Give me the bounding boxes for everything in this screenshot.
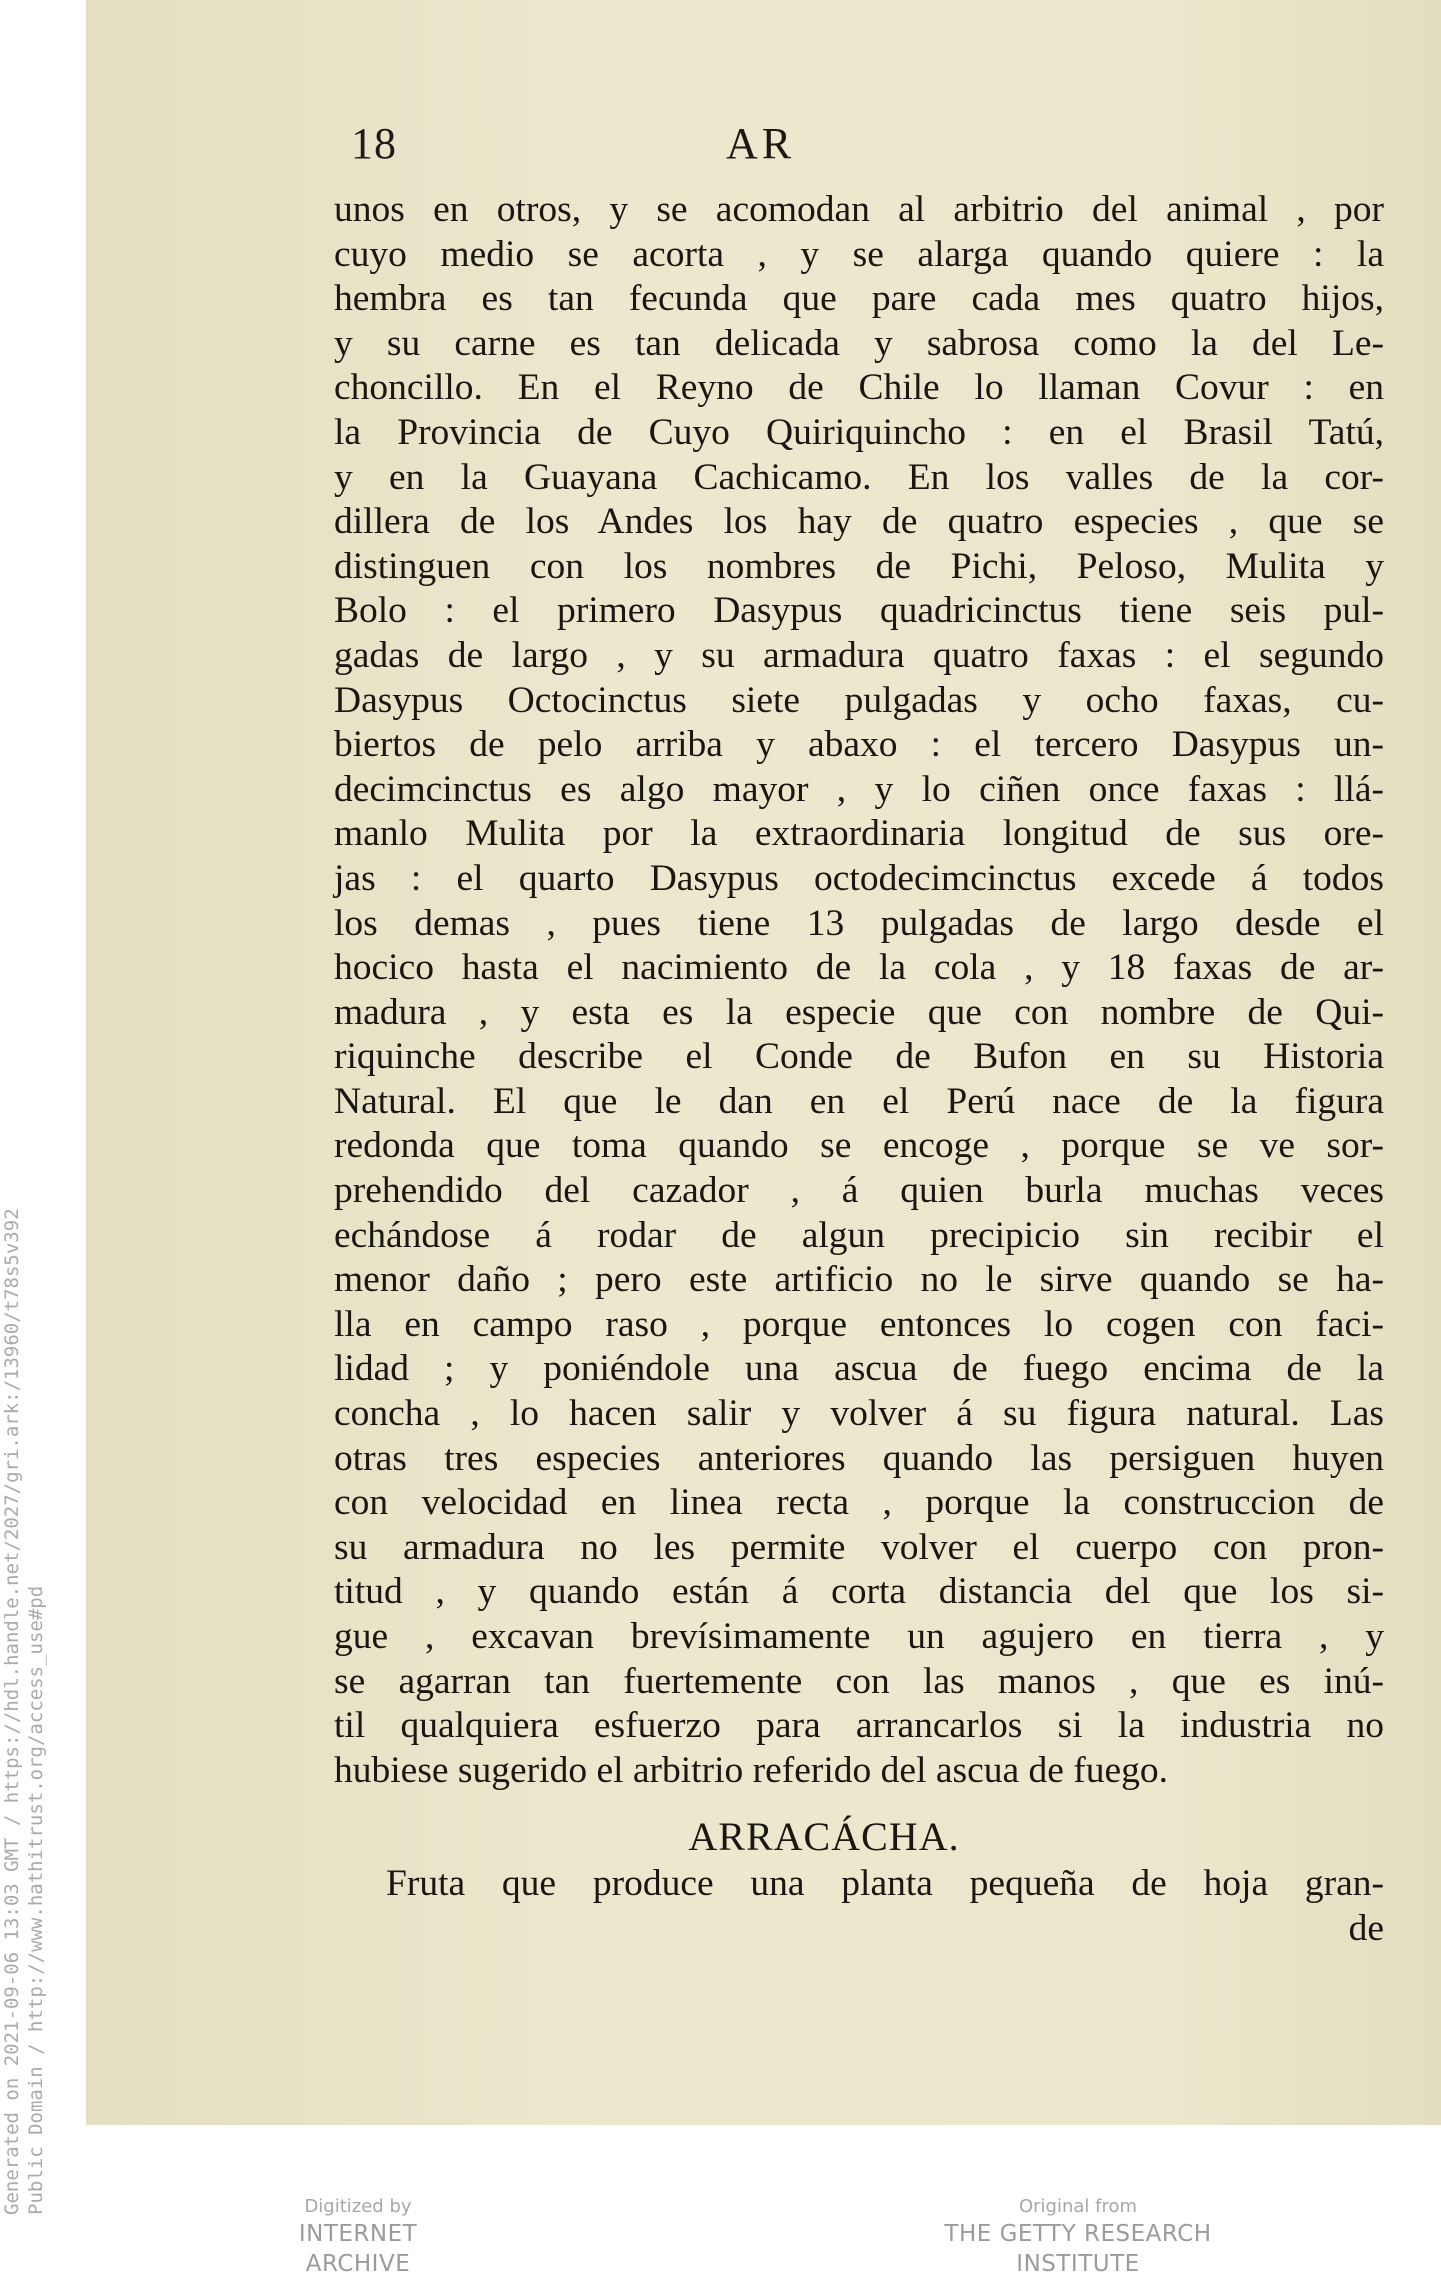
catchword: de (1348, 1907, 1384, 1949)
text-line: Dasypus Octocinctus siete pulgadas y ocho faxas, cu- (334, 679, 1384, 721)
text-line: Fruta que produce una planta pequeña de hoja gran- (386, 1862, 1384, 1904)
footer (0, 2195, 1441, 2277)
text-line: concha , lo hacen salir y volver á su figura natural. Las (334, 1393, 1384, 1435)
body-text (334, 188, 1384, 1951)
text-line: dillera de los Andes los hay de quatro especies , que se (334, 501, 1384, 543)
text-line: choncillo. En el Reyno de Chile lo llaman Covur : en (334, 367, 1384, 409)
text-line: decimcinctus es algo mayor , y lo ciñen once faxas : llá- (334, 768, 1384, 810)
text-line: otras tres especies anteriores quando las persiguen huyen (334, 1437, 1384, 1479)
text-line: biertos de pelo arriba y abaxo : el tercero Dasypus un- (334, 724, 1384, 766)
side-stamp-line: Generated on 2021-09-06 13:03 GMT / https://hdl.handle.net/2027/gri.ark:/13960/t78s5v392 (1, 1208, 23, 2215)
text-line: hocico hasta el nacimiento de la cola , y 18 faxas de ar- (334, 947, 1384, 989)
running-title: AR (726, 119, 796, 168)
digitizer-name: INTERNET ARCHIVE (298, 2221, 418, 2277)
text-line: til qualquiera esfuerzo para arrancarlos si la industria no (334, 1705, 1384, 1747)
digitized-by-label: Digitized by (304, 2196, 412, 2217)
text-line: gadas de largo , y su armadura quatro faxas : el segundo (334, 634, 1384, 676)
text-line: titud , y quando están á corta distancia del que los si- (334, 1571, 1384, 1613)
side-stamp (2, 1065, 50, 2215)
text-line: Natural. El que le dan en el Perú nace de la figura (334, 1080, 1384, 1122)
source-institution: THE GETTY RESEARCH INSTITUTE (944, 2221, 1212, 2277)
text-line: manlo Mulita por la extraordinaria longitud de sus ore- (334, 813, 1384, 855)
original-from-label: Original from (1018, 2196, 1138, 2217)
scanned-page (86, 0, 1441, 2125)
text-line: la Provincia de Cuyo Quiriquincho : en el Brasil Tatú, (334, 411, 1384, 453)
text-line: se agarran tan fuertemente con las manos , que es inú- (334, 1660, 1384, 1702)
text-line: madura , y esta es la especie que con nombre de Qui- (334, 991, 1384, 1033)
text-line: lidad ; y poniéndole una ascua de fuego encima de la (334, 1348, 1384, 1390)
side-stamp-line: Public Domain / http://www.hathitrust.org/access_use#pd (25, 1585, 47, 2215)
text-line: y en la Guayana Cachicamo. En los valles de la cor- (334, 456, 1384, 498)
text-line: Bolo : el primero Dasypus quadricinctus tiene seis pul- (334, 590, 1384, 632)
text-line: lla en campo raso , porque entonces lo cogen con faci- (334, 1303, 1384, 1345)
text-line: echándose á rodar de algun precipicio sin recibir el (334, 1214, 1384, 1256)
text-line: distinguen con los nombres de Pichi, Peloso, Mulita y (334, 545, 1384, 587)
running-head (86, 118, 1441, 178)
text-line: y su carne es tan delicada y sabrosa como la del Le- (334, 322, 1384, 364)
text-line: prehendido del cazador , á quien burla muchas veces (334, 1170, 1384, 1212)
page-number: 18 (351, 119, 397, 168)
section-heading: ARRACÁCHA. (688, 1814, 960, 1860)
text-line: riquinche describe el Conde de Bufon en su Historia (334, 1036, 1384, 1078)
text-line: los demas , pues tiene 13 pulgadas de largo desde el (334, 902, 1384, 944)
text-line: unos en otros, y se acomodan al arbitrio del animal , por (334, 189, 1384, 230)
text-line: con velocidad en linea recta , porque la construccion de (334, 1482, 1384, 1524)
text-line: gue , excavan brevísimamente un agujero en tierra , y (334, 1616, 1384, 1657)
text-line: redonda que toma quando se encoge , porque se ve sor- (334, 1125, 1384, 1167)
original-from (888, 2195, 1268, 2279)
text-line: cuyo medio se acorta , y se alarga quando quiere : la (334, 233, 1384, 275)
text-line: menor daño ; pero este artificio no le sirve quando se ha- (334, 1259, 1384, 1301)
text-line: hubiese sugerido el arbitrio referido del ascua de fuego. (334, 1749, 1169, 1791)
text-line: su armadura no les permite volver el cuerpo con pron- (334, 1526, 1384, 1568)
text-line: jas : el quarto Dasypus octodecimcinctus excede á todos (334, 857, 1384, 899)
text-line: hembra es tan fecunda que pare cada mes quatro hijos, (334, 278, 1384, 320)
digitized-by (248, 2195, 468, 2279)
